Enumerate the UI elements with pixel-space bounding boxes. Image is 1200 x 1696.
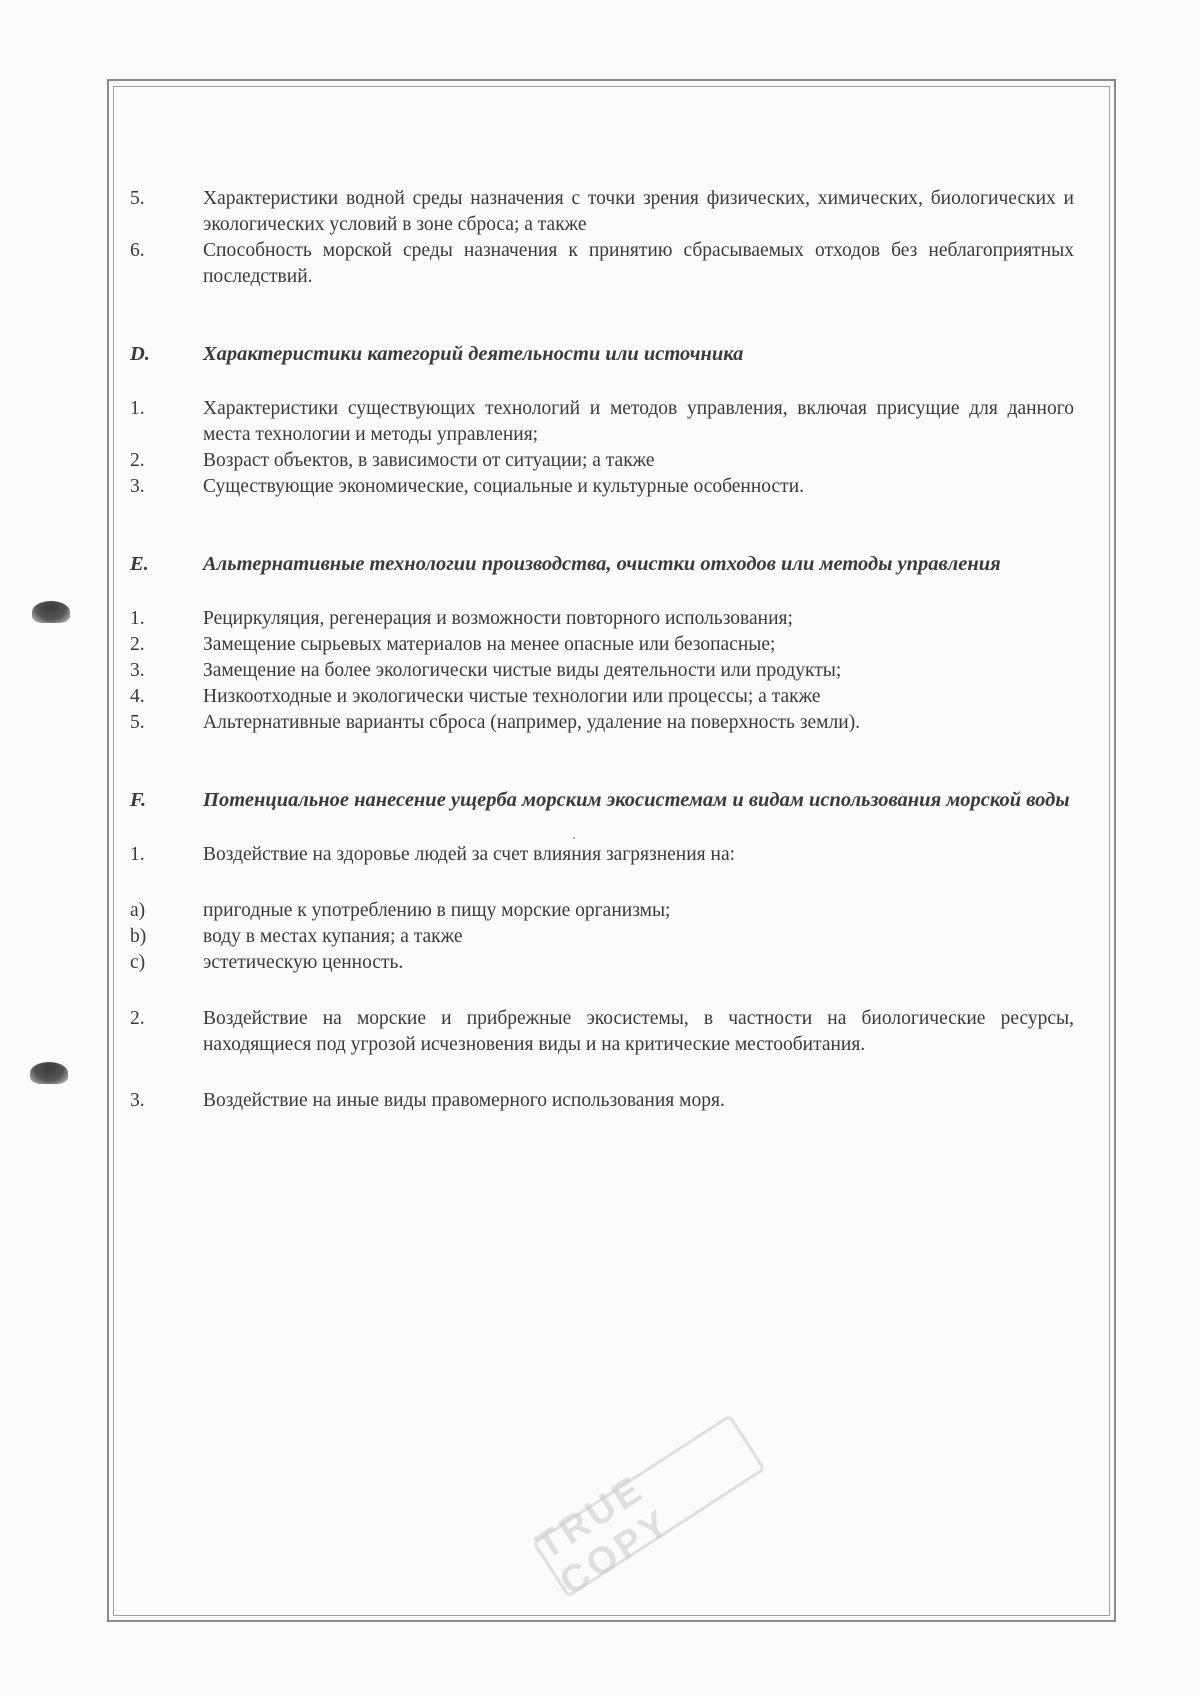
item-text: пригодные к употреблению в пищу морские организмы; [203, 900, 671, 921]
scan-speck [573, 837, 575, 839]
item-text: Существующие экономические, социальные и культурные особенности. [203, 476, 805, 497]
item-text: Характеристики существующих технологий и методов управления, включая присущие для данного места технологии и методы управления; [203, 398, 1074, 445]
item-text: воду в местах купания; а также [203, 926, 463, 947]
item-number: 4. [130, 686, 145, 707]
item-number: 6. [130, 240, 145, 261]
list-item [130, 1088, 1074, 1114]
section-heading-f [130, 788, 1074, 812]
list-item [130, 238, 1074, 290]
section-letter: F. [130, 789, 147, 811]
item-number: b) [130, 926, 147, 947]
item-number: 1. [130, 398, 145, 419]
section-heading-d [130, 342, 1074, 366]
item-text: Рециркуляция, регенерация и возможности повторного использования; [203, 608, 793, 629]
item-number: 3. [130, 660, 145, 681]
item-text: Альтернативные варианты сброса (например, удаление на поверхность земли). [203, 712, 861, 733]
item-text: Воздействие на морские и прибрежные экосистемы, в частности на биологические ресурсы, находящиеся под угрозой исчезновения виды и на критические местообитания. [203, 1008, 1074, 1055]
item-text: Воздействие на иные виды правомерного использования моря. [203, 1090, 725, 1111]
list-item [130, 1006, 1074, 1058]
list-item [130, 658, 1074, 684]
section-title: Характеристики категорий деятельности или источника [203, 343, 744, 365]
list-item [130, 396, 1074, 448]
item-number: 3. [130, 1090, 145, 1111]
item-number: 2. [130, 634, 145, 655]
item-text: Низкоотходные и экологически чистые технологии или процессы; а также [203, 686, 821, 707]
stamp-text: TRUE COPY [529, 1467, 680, 1604]
section-letter: E. [130, 553, 149, 575]
item-text: Возраст объектов, в зависимости от ситуации; а также [203, 450, 655, 471]
item-text: Характеристики водной среды назначения с точки зрения физических, химических, биологических и экологических условий в зоне сброса; а также [203, 188, 1074, 235]
list-item [130, 632, 1074, 658]
list-item [130, 684, 1074, 710]
item-number: a) [130, 900, 146, 921]
item-number: 1. [130, 608, 145, 629]
section-letter: D. [130, 343, 150, 365]
item-number: c) [130, 952, 146, 973]
sub-list-item [130, 898, 1074, 924]
sub-list-item [130, 924, 1074, 950]
list-item [130, 186, 1074, 238]
section-title: Потенциальное нанесение ущерба морским экосистемам и видам использования морской воды [203, 789, 1070, 811]
item-text: Воздействие на здоровье людей за счет влияния загрязнения на: [203, 844, 736, 865]
item-number: 3. [130, 476, 145, 497]
item-text: Замещение сырьевых материалов на менее опасные или безопасные; [203, 634, 776, 655]
punch-hole-top [32, 601, 70, 623]
item-number: 1. [130, 844, 145, 865]
list-item [130, 842, 1074, 868]
list-item [130, 606, 1074, 632]
section-heading-e [130, 552, 1074, 576]
document-body [130, 186, 1074, 1114]
list-item [130, 448, 1074, 474]
item-text: эстетическую ценность. [203, 952, 404, 973]
list-item [130, 474, 1074, 500]
item-number: 5. [130, 712, 145, 733]
item-text: Способность морской среды назначения к принятию сбрасываемых отходов без неблагоприятных последствий. [203, 240, 1074, 287]
item-number: 2. [130, 450, 145, 471]
item-number: 2. [130, 1008, 145, 1029]
item-text: Замещение на более экологически чистые виды деятельности или продукты; [203, 660, 842, 681]
sub-list-item [130, 950, 1074, 976]
item-number: 5. [130, 188, 145, 209]
punch-hole-bottom [30, 1062, 68, 1084]
section-title: Альтернативные технологии производства, очистки отходов или методы управления [203, 553, 1001, 575]
list-item [130, 710, 1074, 736]
